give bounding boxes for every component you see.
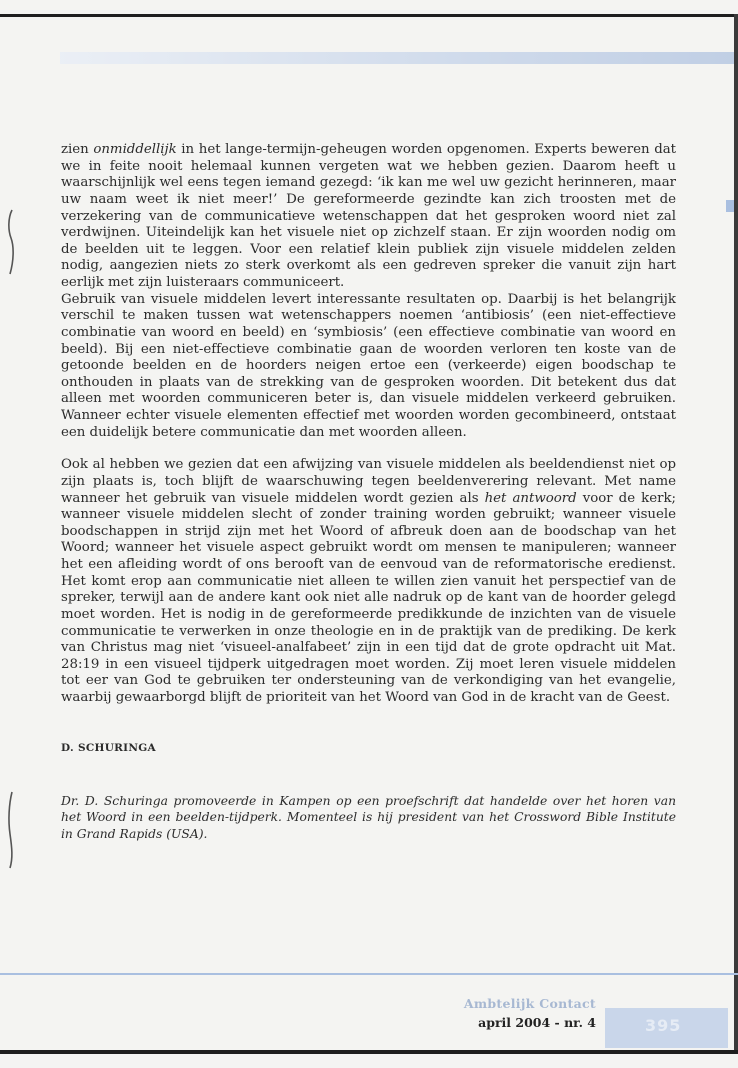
scan-edge-bottom (0, 1050, 738, 1054)
side-color-tab (726, 200, 734, 212)
paragraph-text: zien (61, 142, 94, 157)
header-color-band (60, 52, 734, 64)
emphasis-text: het antwoord (484, 490, 577, 506)
journal-info (464, 996, 596, 1030)
paragraph-3 (61, 457, 676, 706)
footer-rule (0, 973, 738, 975)
binder-ring-top (6, 208, 16, 278)
paragraph-text: voor de kerk; wanneer visuele middelen slecht of zonder training worden gebruikt; wanneer visuele boodschappen in strijd zijn met het Woord of afbreuk doen aan de boodschap van het Woord; wanneer het visuele aspect gebruikt wordt om mensen te manipuleren; wanneer het een afleiding wordt of ons berooft van de eenvoud van de reformatorische eredienst. Het komt erop aan communicatie niet alleen te willen zien vanuit het perspectief van de spreker, terwijl aan de andere kant ook niet alle nadruk op de kant van de hoorder gelegd moet worden. Het is nodig in de gereformeerde predikkunde de inzichten van de visuele communicatie te verwerken in onze theologie en in de praktijk van de prediking. De kerk van Christus mag niet ‘visueel-analfabeet’ zijn in een tijd dat de grote opdracht uit Mat. 28:19 in een visueel tijdperk uitgedragen moet worden. Zij moet leren visuele middelen tot eer van God te gebruiken ter ondersteuning van de verkondiging van het evangelie, waarbij gewaarborgd blijft de prioriteit van het Woord van God in de kracht van de Geest. (61, 490, 676, 705)
paragraph-text: Gebruik van visuele middelen levert interessante resultaten op. Daarbij is het belangrijk verschil te maken tussen wat wetenschappers noemen ‘antibiosis’ (een niet-effectieve combinatie van woord en beeld) en ‘symbiosis’ (een effectieve combinatie van woord en beeld). Bij een niet-effectieve combinatie gaan de woorden verloren ten koste van de getoonde beelden en de hoorders neigen ertoe een (verkeerde) eigen boodschap te onthouden in plaats van de strekking van de gesproken woorden. Dit betekent dus dat alleen met woorden communiceren beter is, dan visuele middelen verkeerd gebruiken. Wanneer echter visuele elementen effectief met woorden worden gecombineerd, ontstaat een duidelijk betere communicatie dan met woorden alleen. (61, 291, 676, 440)
paragraph-text: Ook al hebben we gezien dat een afwijzing van visuele middelen als beeldendienst niet op zijn plaats is, toch blijft de waarschuwing tegen beeldenverering relevant. Met name wanneer het gebruik van visuele middelen wordt gezien als (61, 457, 676, 506)
scan-edge-right (734, 14, 738, 1054)
author-bio: Dr. D. Schuringa promoveerde in Kampen op een proefschrift dat handelde over het horen van het Woord in een beelden-tijdperk. Momenteel is hij president van het Crossword Bible Institute in Grand Rapids (USA). (61, 793, 676, 841)
scan-edge-top (0, 14, 738, 17)
page-number: 395 (645, 1016, 682, 1035)
emphasis-text: onmiddellijk (93, 142, 177, 157)
author-name: D. SCHURINGA (61, 741, 157, 754)
binder-ring-bottom (6, 790, 16, 870)
paragraph-1 (61, 142, 676, 292)
journal-issue: april 2004 - nr. 4 (478, 1015, 596, 1030)
article-body (61, 142, 676, 842)
journal-name: Ambtelijk Contact (463, 996, 596, 1011)
paragraph-2 (61, 292, 676, 442)
paragraph-text: in het lange-termijn-geheugen worden opgenomen. Experts beweren dat we in feite nooit helemaal kunnen vergeten wat we hebben gezien. Daarom heeft u waarschijnlijk wel eens tegen iemand gezegd: ‘ik kan me wel uw gezicht herinneren, maar uw naam weet ik niet meer!’ De gereformeerde gezindte kan zich troosten met de verzekering van de communicatieve wetenschappen dat het gesproken woord niet zal verdwijnen. Uiteindelijk kan het visuele niet op zichzelf staan. Er zijn woorden nodig om de beelden uit te leggen. Voor een relatief klein publiek zijn visuele middelen zelden nodig, aangezien niets zo sterk overkomt als een gedreven spreker die vanuit zijn hart eerlijk met zijn luisteraars communiceert. (61, 142, 676, 290)
